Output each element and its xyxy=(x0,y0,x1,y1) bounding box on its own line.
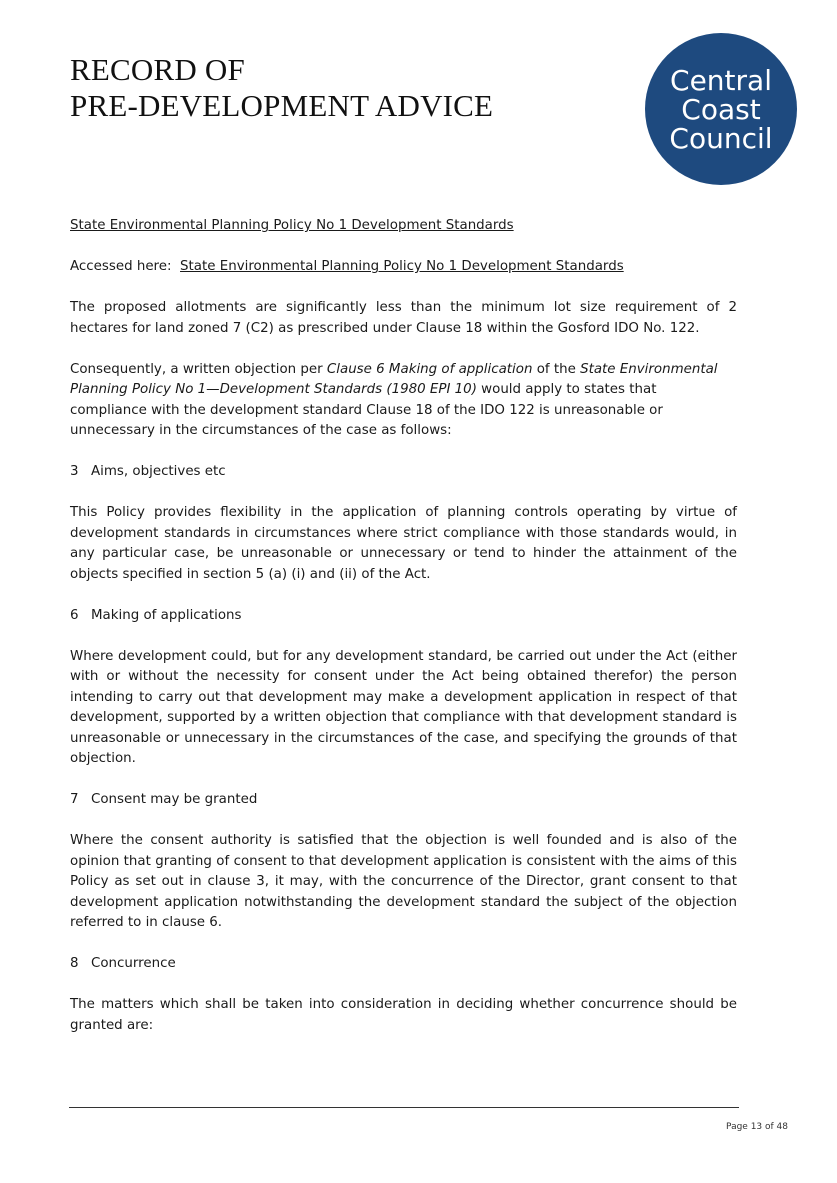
paragraph-consequently xyxy=(70,360,737,442)
para2-italic-clause: Clause 6 Making of application xyxy=(326,361,533,377)
clause-8-number: 8 xyxy=(70,956,79,971)
heading-clause-7 xyxy=(70,790,737,811)
policy-link[interactable]: State Environmental Planning Policy No 1 Development Standards xyxy=(180,259,624,274)
title-line-1: RECORD OF xyxy=(70,52,245,87)
paragraph-clause-3: This Policy provides flexibility in the application of planning controls operating by virtue of development standards in circumstances where strict compliance with those standards would, in any particular case, be unreasonable or unnecessary or tend to hinder the attainment of the objects specified in section 5 (a) (i) and (ii) of the Act. xyxy=(70,505,737,582)
council-logo-text xyxy=(669,63,773,155)
document-body xyxy=(70,216,737,1036)
accessed-label: Accessed here: xyxy=(70,259,172,274)
clause-6-number: 6 xyxy=(70,607,79,623)
page-number: Page 13 of 48 xyxy=(726,1122,788,1132)
clause-7-title: Consent may be granted xyxy=(91,792,258,807)
paragraph-clause-8: The matters which shall be taken into consideration in deciding whether concurrence should be granted are: xyxy=(70,997,737,1033)
clause-3-number: 3 xyxy=(70,464,79,479)
page-title xyxy=(70,52,493,124)
para2-italic-policy: State Environmental Planning Policy No 1—Development Standards (1980 EPI 10) xyxy=(70,361,718,397)
council-logo xyxy=(645,33,797,185)
footer-divider xyxy=(69,1107,739,1108)
paragraph-clause-6: Where development could, but for any development standard, be carried out under the Act (either with or without the necessity for consent under the Act being obtained therefor) the person intending to carry out that development may make a development application in respect of that development, supported by a written objection that compliance with that development standard is unreasonable or unnecessary in the circumstances of the case, and specifying the grounds of that objection. xyxy=(70,648,737,766)
logo-line-1: Central xyxy=(670,63,772,97)
clause-7-number: 7 xyxy=(70,792,79,807)
paragraph-lot-size: The proposed allotments are significantly less than the minimum lot size requirement of 2 hectares for land zoned 7 (C2) as prescribed under Clause 18 within the Gosford IDO No. 122. xyxy=(70,300,737,336)
para2-text-1: Consequently, a written objection per xyxy=(70,361,327,377)
para2-text-3: would apply to states that compliance with the development standard Clause 18 of the IDO 122 is unreasonable or unnecessary in the circumstances of the case as follows: xyxy=(70,382,663,438)
clause-6-title: Making of applications xyxy=(91,607,242,623)
clause-8-title: Concurrence xyxy=(91,956,176,971)
title-line-2: PRE-DEVELOPMENT ADVICE xyxy=(70,88,494,123)
logo-line-3: Council xyxy=(669,121,773,155)
section-title: State Environmental Planning Policy No 1 Development Standards xyxy=(70,218,514,233)
paragraph-clause-7: Where the consent authority is satisfied that the objection is well founded and is also of the opinion that granting of consent to that development application is consistent with the aims of this Policy as set out in clause 3, it may, with the concurrence of the Director, grant consent to that development application notwithstanding the development standard the subject of the objection referred to in clause 6. xyxy=(70,833,737,930)
logo-line-2: Coast xyxy=(681,92,761,126)
accessed-line xyxy=(70,257,737,278)
heading-clause-6 xyxy=(70,606,737,627)
heading-clause-3 xyxy=(70,462,737,483)
para2-text-2: of the xyxy=(532,361,581,377)
heading-clause-8 xyxy=(70,954,737,975)
clause-3-title: Aims, objectives etc xyxy=(91,464,226,479)
